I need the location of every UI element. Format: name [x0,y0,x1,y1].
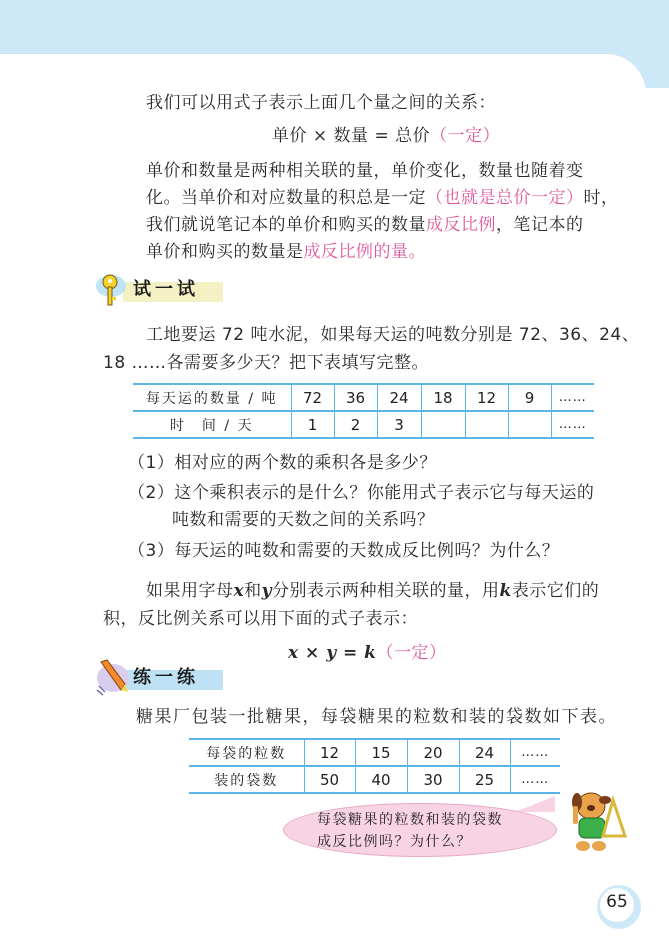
question-text: 相对应的两个数的乘积各是多少？ [174,453,437,473]
table-cell: 18 [421,384,465,411]
bubble-tail [515,796,555,812]
text: 和 [244,581,262,601]
table-cell: 12 [465,384,508,411]
var-x: x [233,581,245,601]
table-cell: 1 [291,411,334,438]
formula-xyk: x × y = k [288,643,377,663]
try-problem-line-2: 18 ……各需要多少天？把下表填写完整。 [103,353,430,373]
intro-para-line-2 [146,187,619,209]
question-2-continued: 吨数和需要的天数之间的关系吗？ [172,510,435,530]
table-cell: 40 [355,766,407,793]
table-cell-ellipsis: …… [510,739,560,766]
practice-section-title: 练一练 [133,667,199,688]
table-cell: 24 [377,384,421,411]
intro-para-line-1: 单价和数量是两种相关联的量，单价变化，数量也随着变 [146,161,584,181]
try-problem-line-1: 工地要运 72 吨水泥，如果每天运的吨数分别是 72、36、24、 [146,325,640,345]
try-section-header [95,272,225,300]
row-header: 时 间 / 天 [133,411,291,438]
table-row [133,384,594,411]
table-cell-blank[interactable] [508,411,551,438]
formula-price-note: （一定） [430,126,501,146]
question-number: （2） [128,483,175,503]
table-cell: 50 [304,766,355,793]
table-cell: 3 [377,411,421,438]
row-header: 每袋的粒数 [189,739,304,766]
formula-price-main: 单价 × 数量 = 总价 [272,126,431,146]
intro-para-line-4 [146,241,426,263]
table-cell: 25 [459,766,510,793]
header-band [0,0,669,54]
page-number: 65 [606,892,628,912]
highlighter-icon [95,658,131,698]
tonnage-days-table [133,383,594,439]
candy-bags-table [189,738,560,794]
table-cell: 30 [407,766,459,793]
question-1 [128,452,437,474]
table-cell: 12 [304,739,355,766]
table-cell: 15 [355,739,407,766]
intro-para-line-3 [146,214,584,236]
var-y: y [261,581,273,601]
page-number-badge [597,885,641,929]
practice-section-header [95,660,225,688]
row-header: 装的袋数 [189,766,304,793]
table-cell: 72 [291,384,334,411]
table-row [189,739,560,766]
row-header: 每天运的数量 / 吨 [133,384,291,411]
general-line-1 [146,580,599,602]
practice-problem: 糖果厂包装一批糖果，每袋糖果的粒数和装的袋数如下表。 [136,707,617,727]
question-text: 这个乘积表示的是什么？你能用式子表示它与每天运的 [174,483,595,503]
dog-character-icon [565,786,627,858]
bubble-line-2: 成反比例吗？为什么？ [317,834,472,850]
try-section-title: 试一试 [133,279,199,300]
band-curve [520,54,646,94]
question-text: 每天运的吨数和需要的天数成反比例吗？为什么？ [174,541,560,561]
para-text: 化。当单价和对应数量的积总是一定 [146,188,426,208]
para-text: ，笔记本的 [496,215,584,235]
para-text: 单价和购买的数量是 [146,242,304,262]
inverse-proportion-formula [288,642,446,664]
table-cell: 9 [508,384,551,411]
table-row [133,411,594,438]
table-cell-blank[interactable] [465,411,508,438]
table-cell: 2 [334,411,377,438]
text: 表示它们的 [511,581,600,601]
table-cell: 24 [459,739,510,766]
question-number: （1） [128,453,175,473]
para-highlight: 成反比例 [426,215,496,235]
bubble-line-1: 每袋糖果的粒数和装的袋数 [317,812,503,828]
table-cell-ellipsis: …… [551,384,594,411]
para-highlight: （也就是总价一定） [426,188,584,208]
para-highlight: 成反比例的量。 [303,242,426,262]
table-cell-ellipsis: …… [551,411,594,438]
var-k: k [499,581,512,601]
text: 分别表示两种相关联的量，用 [272,581,500,601]
text: 如果用字母 [146,581,234,601]
question-2 [128,482,594,504]
intro-line: 我们可以用式子表示上面几个量之间的关系： [146,93,496,113]
table-cell-ellipsis: …… [510,766,560,793]
table-cell-blank[interactable] [421,411,465,438]
table-row [189,766,560,793]
para-text: 我们就说笔记本的单价和购买的数量 [146,215,426,235]
general-line-2: 积，反比例关系可以用下面的式子表示： [103,609,418,629]
table-cell: 20 [407,739,459,766]
table-cell: 36 [334,384,377,411]
question-number: （3） [128,541,175,561]
formula-price [272,125,500,147]
question-3 [128,540,559,562]
formula-note: （一定） [376,643,447,663]
para-text: 时， [583,188,619,208]
key-icon [95,272,129,308]
